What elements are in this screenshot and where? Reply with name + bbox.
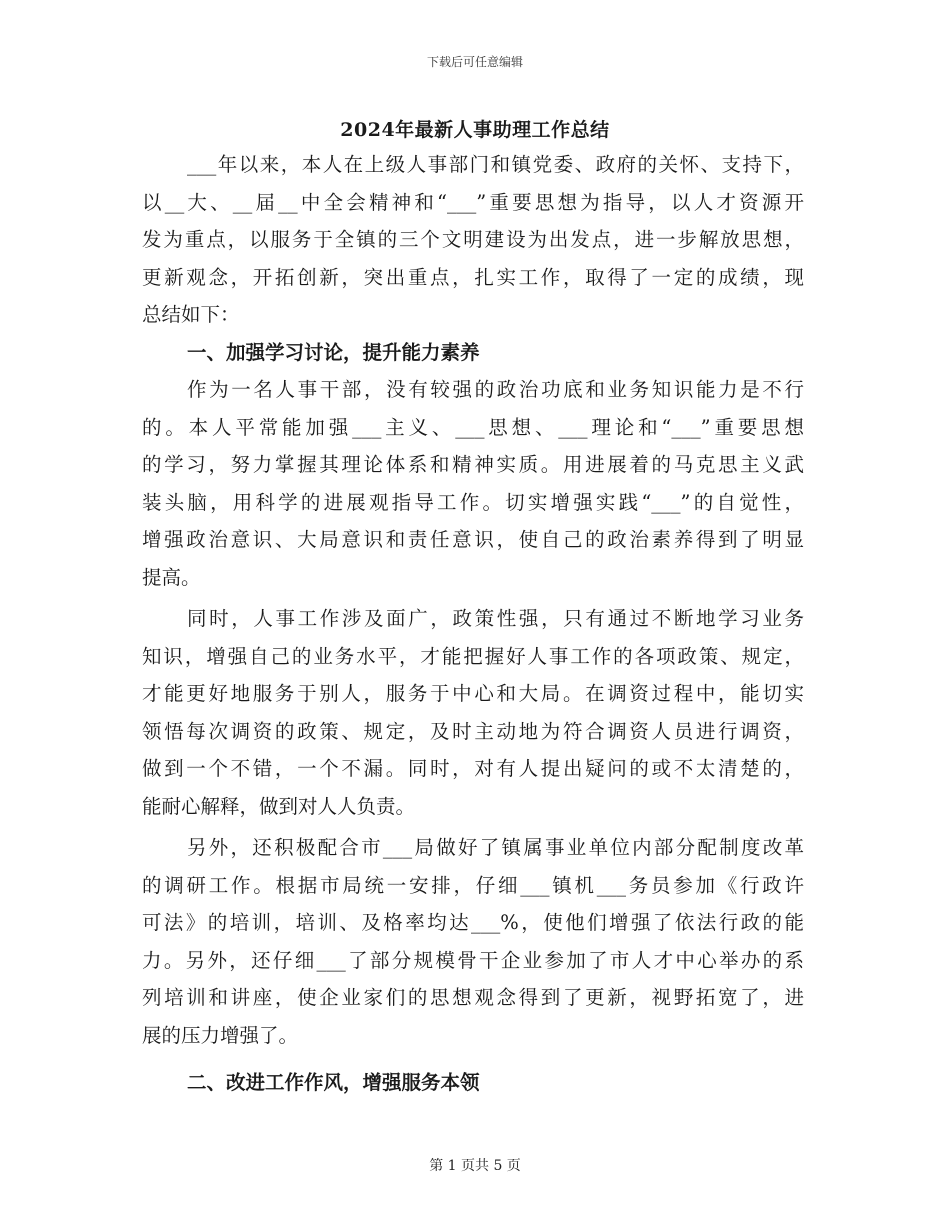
text-line: 发为重点，以服务于全镇的三个文明建设为出发点，进一步解放思想， xyxy=(142,228,804,251)
text-line: 领悟每次调资的政策、规定，及时主动地为符合调资人员进行调资， xyxy=(142,719,804,743)
text-line: ___年以来，本人在上级人事部门和镇党委、政府的关怀、支持下， xyxy=(187,153,804,176)
text-line: 才能更好地服务于别人，服务于中心和大局。在调资过程中，能切实 xyxy=(142,682,804,705)
text-line: 知识，增强自己的业务水平，才能把握好人事工作的各项政策、规定， xyxy=(142,644,804,668)
text-line: 增强政治意识、大局意识和责任意识，使自己的政治素养得到了明显 xyxy=(142,528,804,551)
text-line: 展的压力增强了。 xyxy=(142,1023,299,1047)
text-line: 可法》的培训，培训、及格率均达___%，使他们增强了依法行政的能 xyxy=(142,911,804,934)
paragraph-2 xyxy=(142,600,804,825)
text-line: 装头脑，用科学的进展观指导工作。切实增强实践“___”的自觉性， xyxy=(142,490,804,514)
section-heading-2: 二、改进工作作风，增强服务本领 xyxy=(187,1071,480,1094)
document-body xyxy=(142,146,804,1102)
text-line: 作为一名人事干部，没有较强的政治功底和业务知识能力是不行 xyxy=(187,378,804,401)
text-line: 列培训和讲座，使企业家们的思想观念得到了更新，视野拓宽了，进 xyxy=(142,986,804,1009)
page-footer: 第 1 页共 5 页 xyxy=(429,1158,521,1174)
paragraph-1 xyxy=(142,371,804,596)
text-line: 做到一个不错，一个不漏。同时，对有人提出疑问的或不太清楚的， xyxy=(142,757,804,780)
text-line: 同时，人事工作涉及面广，政策性强，只有通过不断地学习业务 xyxy=(187,607,804,630)
text-line: 另外，还积极配合市___局做好了镇属事业单位内部分配制度改革 xyxy=(187,836,804,859)
text-line: 能耐心解释，做到对人人负责。 xyxy=(142,794,416,818)
text-line: 以__大、__届__中全会精神和“___”重要思想为指导，以人才资源开 xyxy=(142,190,804,214)
text-line: 力。另外，还仔细___了部分规模骨干企业参加了市人才中心举办的系 xyxy=(142,948,804,972)
text-line: 的。本人平常能加强___主义、___思想、___理论和“___”重要思想 xyxy=(142,415,804,439)
text-line: 总结如下： xyxy=(142,303,240,326)
text-line: 的学习，努力掌握其理论体系和精神实质。用进展着的马克思主义武 xyxy=(142,453,804,476)
paragraph-3 xyxy=(142,829,804,1054)
text-line: 更新观念，开拓创新，突出重点，扎实工作，取得了一定的成绩，现 xyxy=(142,265,804,289)
text-line: 提高。 xyxy=(142,565,201,589)
section-heading-1: 一、加强学习讨论，提升能力素养 xyxy=(187,340,480,364)
intro-paragraph xyxy=(142,146,804,334)
header-note: 下载后可任意编辑 xyxy=(426,55,523,69)
text-line: 的调研工作。根据市局统一安排，仔细___镇机___务员参加《行政许 xyxy=(142,873,804,897)
document-title: 2024年最新人事助理工作总结 xyxy=(340,119,610,141)
